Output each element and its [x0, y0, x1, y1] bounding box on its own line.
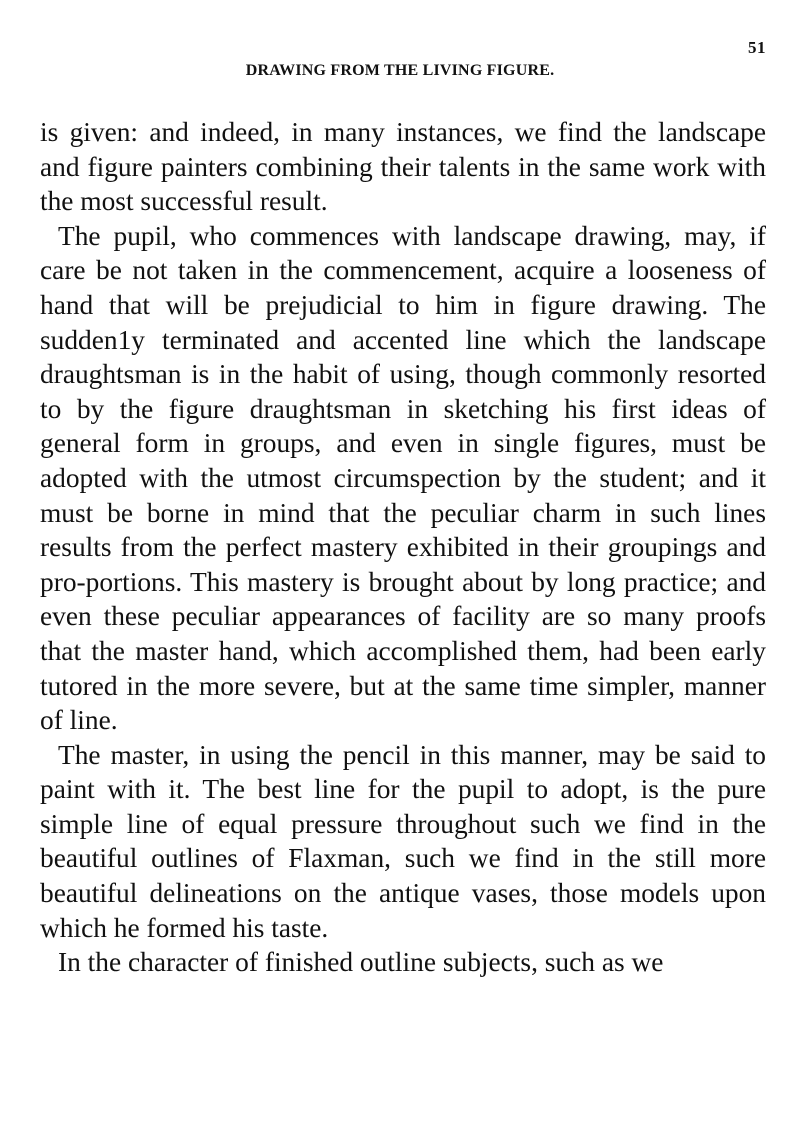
paragraph-2: The pupil, who commences with landscape drawing, may, if care be not taken in the commencement, acquire a looseness of hand that will be prejudicial to him in figure drawing. The sudden1y terminated and accented line which the landscape draughtsman is in the habit of using, though commonly resorted to by the figure draughtsman in sketching his first ideas of general form in groups, and even in single figures, must be adopted with the utmost circumspection by the student; and it must be borne in mind that the peculiar charm in such lines results from the perfect mastery exhibited in their groupings and pro-portions. This mastery is brought about by long practice; and even these peculiar appearances of facility are so many proofs that the master hand, which accomplished them, had been early tutored in the more severe, but at the same time simpler, manner of line.	[40, 220, 766, 736]
paragraph-4: In the character of finished outline subjects, such as we	[58, 947, 664, 978]
body-text	[40, 115, 766, 980]
running-title: DRAWING FROM THE LIVING FIGURE.	[245, 62, 555, 79]
paragraph-1: is given: and indeed, in many instances, we find the landscape and figure painters combining their talents in the same work with the most successful result.	[40, 117, 766, 217]
paragraph-3: The master, in using the pencil in this manner, may be said to paint with it. The best line for the pupil to adopt, is the pure simple line of equal pressure throughout such we find in the beautiful outlines of Flaxman, such we find in the still more beautiful delineations on the antique vases, those models upon which he formed his taste.	[40, 739, 766, 943]
page-number: 51	[748, 38, 766, 57]
